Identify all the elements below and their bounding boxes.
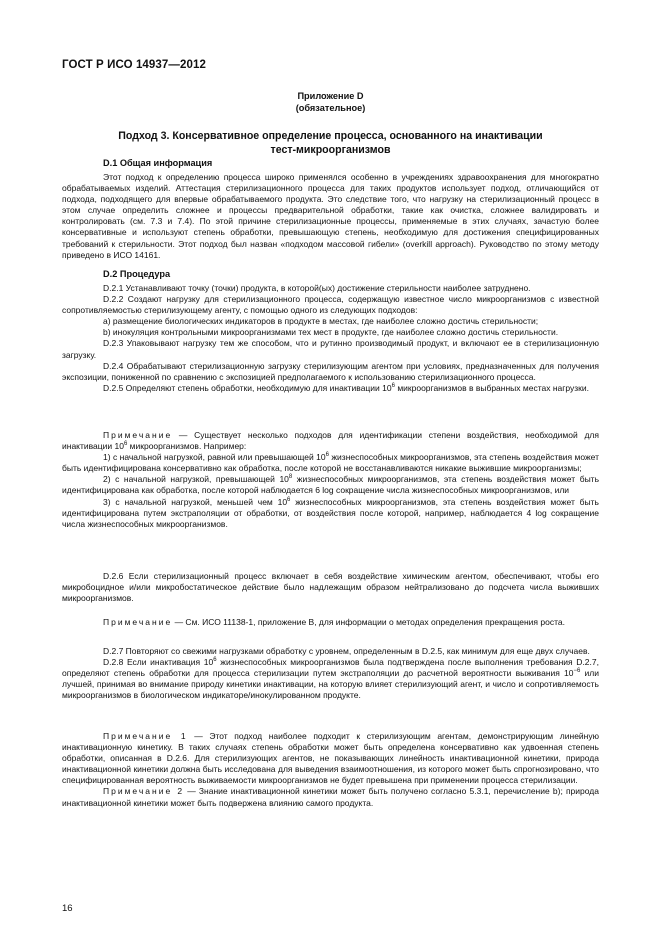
- annex-status: (обязательное): [295, 103, 366, 113]
- paragraph-d2-6: D.2.6 Если стерилизационный процесс включает в себя воздействие химическим агентом, обеспечивают, чтобы его микробоцидное и/или микробостатическое действие было надлежащим образом нейтрализовано до подсчета числа выживших микроорганизмов.: [62, 571, 599, 604]
- note-label: Примечание: [103, 430, 173, 440]
- list-item-b: b) инокуляция контрольными микроорганизмами тех мест в продукте, где наиболее сложно достичь стерильности.: [103, 327, 559, 338]
- section-d2-title: D.2 Процедура: [103, 269, 171, 279]
- annex-heading: [62, 129, 599, 157]
- note-1-item-2: 2) с начальной нагрузкой, превышающей $10^8$ жизнеспособных микроорганизмов, эта степень воздействия может быть идентифицирована как обработка, после которой наблюдается 6 log сокращение числа жизнеспособных микроорганизмов, или: [62, 474, 599, 496]
- note-label: Примечание 2: [103, 786, 185, 797]
- note-block-1: [62, 430, 599, 530]
- paragraph-d2-2: D.2.2 Создают нагрузку для стерилизационного процесса, содержащую известное число микроорганизмов с известной сопротивляемостью стерилизующему агенту, с помощью одного из следующих подходов:: [62, 294, 599, 316]
- note-block-2: [62, 617, 599, 628]
- annex-label: [62, 90, 599, 114]
- section-d1-body: [62, 172, 599, 261]
- paragraph-d2-5: D.2.5 Определяют степень обработки, необходимую для инактивации $10^6$ микроорганизмов в выбранных местах нагрузки.: [103, 382, 589, 393]
- paragraph-d2-4: D.2.4 Обрабатывают стерилизационную загрузку стерилизующим агентом при условиях, предназначенных для получения экспозиции, пониженной по сравнению с экспозицией предполагаемого к использованию стерилизационного процесса.: [62, 360, 599, 382]
- note-block-3: [62, 731, 599, 809]
- note-label: Примечание: [103, 617, 173, 627]
- paragraph-d2-8: D.2.8 Если инактивация $10^6$ жизнеспособных микроорганизмов была подтверждена после выполнения требования D.2.7, определяют степень обработки для процесса стерилизации путем экстраполяции до расчетной вероятности выживания $10^{-6}$ или лучшей, принимая во внимание природу кинетики инактивации, на которую влияет стерилизующий агент, и число и сопротивляемость микроорганизмов в биологическом индикаторе/инокулированном продукте.: [62, 657, 599, 701]
- note-2: Примечание — См. ИСО 11138-1, приложение B, для информации о методах определения прекращения роста.: [103, 617, 565, 627]
- paragraph-d2-7: D.2.7 Повторяют со свежими нагрузками обработку с уровнем, определенным в D.2.5, как минимум для еще двух случаев.: [103, 646, 590, 656]
- document-header: ГОСТ Р ИСО 14937—2012: [62, 59, 207, 71]
- paragraph-block-d2-6: [62, 571, 599, 604]
- list-item-a: a) размещение биологических индикаторов в продукте в местах, где наиболее сложно достичь стерильности;: [103, 316, 539, 327]
- section-d1-title: D.1 Общая информация: [103, 158, 213, 168]
- paragraph-d2-1: D.2.1 Устанавливают точку (точки) продукта, в которой(ых) достижение стерильности наиболее затруднено.: [103, 283, 531, 293]
- annex-title: Приложение D: [297, 91, 364, 101]
- page-number: 16: [62, 903, 73, 914]
- paragraph-d2-3: D.2.3 Упаковывают нагрузку тем же способом, что и рутинно производимый продукт, и включают ее в стерилизационную загрузку.: [62, 338, 599, 360]
- paragraph: Этот подход к определению процесса широко применялся особенно в учреждениях здравоохранения для многократно обрабатываемых изделий. Аттестация стерилизационного процесса для таких продуктов использует подход, отличающийся от подхода, подходящего для впервые обрабатываемого продукта. Это следствие того, что нагрузку на стерилизационный процесс в этом случае определить сложнее и процессы предварительной обработки, такие как очистка, сложнее валидировать и контролировать (см. 7.3 и 7.4). По этой причине стерилизационные процессы, применяемые в этих случаях, зачастую более консервативные и используют степень обработки, превышающую степень, необходимую для достижения специфицированных требований к стерильности. Этот подход был назван «подходом массовой гибели» (overkill approach). Руководство по этому методу приведено в ИСО 14161.: [62, 172, 599, 260]
- note-1-item-3: 3) с начальной нагрузкой, меньшей чем $10^6$ жизнеспособных микроорганизмов, эта степень воздействия может быть идентифицирована путем экстраполяции от обработки, от воздействия после которой, например, наблюдается 4 log сокращение числа жизнеспособных микроорганизмов.: [62, 496, 599, 529]
- section-d2-body-part1: [62, 283, 599, 394]
- note-1: Примечание — Существует несколько подходов для идентификации степени воздействия, необходимой для инактивации $10^6$ микроорганизмов. Например:: [62, 430, 599, 452]
- note-4: Примечание 2 — Знание инактивационной кинетики может быть получено согласно 5.3.1, перечисление b); природа инактивационной кинетики может быть подвержена влиянию самого продукта.: [62, 786, 599, 808]
- paragraph-block-d2-7-8: [62, 646, 599, 701]
- note-label: Примечание 1: [103, 731, 188, 741]
- note-1-item-1: 1) с начальной нагрузкой, равной или превышающей $10^6$ жизнеспособных микроорганизмов, эта степень воздействия может быть идентифицирована консервативно как обработка, после которой не восстанавливаются никакие выжившие микроорганизмы;: [62, 452, 599, 474]
- annex-heading-line2: тест-микроорганизмов: [270, 144, 391, 156]
- note-3: Примечание 1 — Этот подход наиболее подходит к стерилизующим агентам, демонстрирующим линейную инактивационную кинетику. В таких случаях степень обработки может быть определена консервативно как удвоенная степень обработки, описанная в D.2.6. Для стерилизующих агентов, не показывающих линейность инактивационной кинетики, природа инактивационной кинетики должна быть исследована для выведения взаимоотношения, из которого может быть спрогнозировано, что специфицированная вероятность выживаемости микроорганизмов не будет превышена при применении процесса стерилизации.: [62, 731, 599, 786]
- annex-heading-line1: Подход 3. Консервативное определение процесса, основанного на инактивации: [118, 130, 543, 142]
